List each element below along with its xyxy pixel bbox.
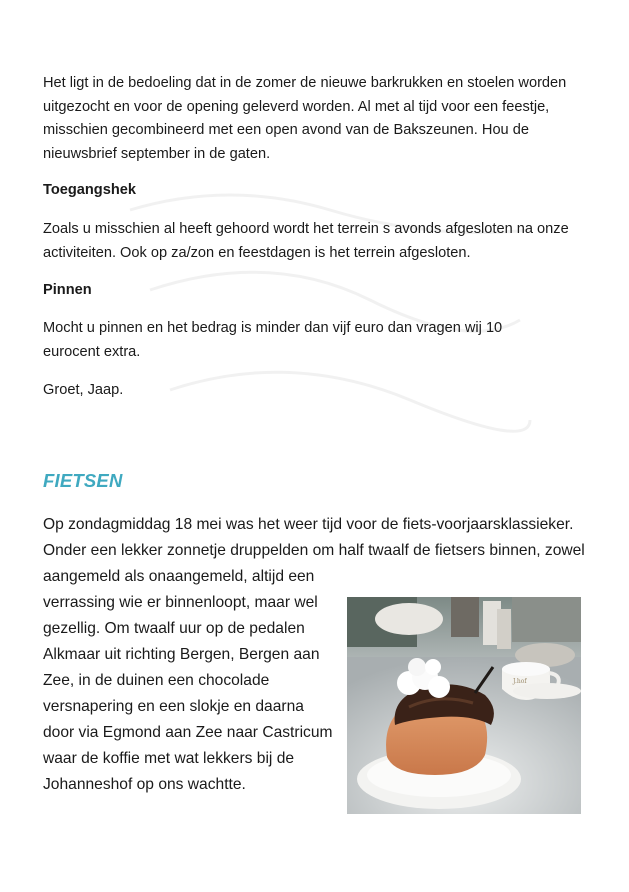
pinnen-paragraph: Mocht u pinnen en het bedrag is minder dan vijf euro dan vragen wij 10 eurocent extra.: [43, 320, 503, 360]
cream-puff-illustration: [347, 597, 581, 814]
toegangshek-paragraph: Zoals u misschien al heeft gehoord wordt het terrein s avonds afgesloten na onze activiteiten. Ook op za/zon en feestdagen is het terrein afgesloten.: [43, 221, 569, 261]
toegangshek-heading: Toegangshek: [43, 182, 136, 198]
intro-paragraph: Het ligt in de bedoeling dat in de zomer de nieuwe barkrukken en stoelen worden uitgezocht en voor de opening geleverd worden. Al met al tijd voor een feestje, misschien gecombineerd met een open avond van de Bakszeunen. Hou de nieuwsbrief september in de gaten.: [43, 75, 567, 162]
svg-text:J.hof: J.hof: [513, 678, 527, 685]
pinnen-heading: Pinnen: [43, 282, 92, 298]
fietsen-title: FIETSEN: [43, 470, 123, 491]
greeting: Groet, Jaap.: [43, 382, 124, 398]
fietsen-paragraph-top: Op zondagmiddag 18 mei was het weer tijd voor de fiets-voorjaarsklassieker. Onder een lekker zonnetje druppelden om half twaalf de fietsers binnen, zowel aangemeld als onaangemeld, altijd een: [43, 516, 585, 585]
fietsen-paragraph-wrap: verrassing wie er binnenloopt, maar wel gezellig. Om twaalf uur op de pedalen Alkmaar uit richting Bergen, Bergen aan Zee, in de duinen een chocolade versnapering en een slokje en daarna door via Egmond aan Zee naar Castricum waar de koffie met wat lekkers bij de Johanneshof op ons wachtte.: [43, 594, 333, 793]
cream-puff-photo: [347, 597, 581, 814]
